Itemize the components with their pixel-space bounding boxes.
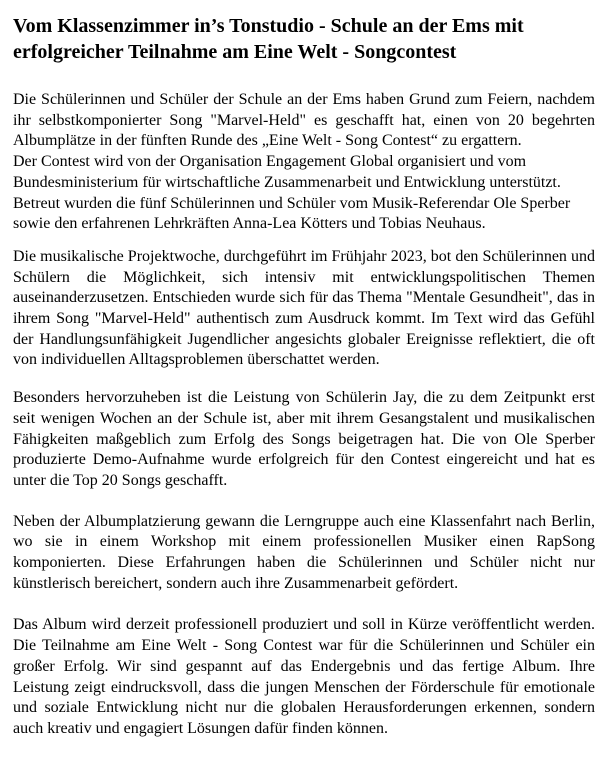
paragraph-block-klassenfahrt [13, 512, 595, 595]
paragraph-supervisors: Betreut wurden die fünf Schülerinnen und Schüler vom Musik-Referendar Ole Sperber sowie den erfahrenen Lehrkräften Anna-Lea Kötters und Tobias Neuhaus. [13, 194, 571, 233]
paragraph-contest-success: Die Schülerinnen und Schüler der Schule an der Ems haben Grund zum Feiern, nachdem ihr selbstkomponierter Song "Marvel-Held" es geschafft hat, einen von 20 begehrten Albumplätze in der fünften Runde des „Eine Welt - Song Contest“ zu ergattern. [13, 91, 595, 150]
paragraph-block-intro [13, 90, 595, 235]
paragraph-schuelerin-jay: Besonders hervorzuheben ist die Leistung von Schülerin Jay, die zu dem Zeitpunkt erst seit wenigen Wochen an der Schule ist, aber mit ihrem Gesangstalent und musikalischen Fähigkeiten maßgeblich zum Erfolg des Songs beigetragen hat. Die von Ole Sperber produzierte Demo-Aufnahme wurde erfolgreich für den Contest eingereicht und hat es unter die Top 20 Songs geschafft. [13, 389, 595, 489]
paragraph-projektwoche: Die musikalische Projektwoche, durchgeführt im Frühjahr 2023, bot den Schülerinnen und Schülern die Möglichkeit, sich intensiv mit entwicklungspolitischen Themen auseinanderzusetzen. Entschieden wurde sich für das Thema "Mentale Gesundheit", das in ihrem Song "Marvel-Held" authentisch zum Ausdruck kommt. Im Text wird das Gefühl der Handlungsunfähigkeit Jugendlicher angesichts globaler Ereignisse reflektiert, die oft von individuellen Alltagsproblemen überschattet werden. [13, 247, 595, 369]
paragraph-block-schuelerin-jay [13, 388, 595, 492]
paragraph-block-album [13, 615, 595, 739]
paragraph-klassenfahrt: Neben der Albumplatzierung gewann die Lerngruppe auch eine Klassenfahrt nach Berlin, wo sie in einem Workshop mit einem professionellen Musiker einen RapSong komponierten. Diese Erfahrungen haben die Schülerinnen und Schüler nicht nur künstlerisch bereichert, sondern auch ihre Zusammenarbeit gefördert. [13, 512, 595, 592]
paragraph-album-fazit: Das Album wird derzeit professionell produziert und soll in Kürze veröffentlicht werden. Die Teilnahme am Eine Welt - Song Contest war für die Schülerinnen und Schüler ein großer Erfolg. Wir sind gespannt auf das Endergebnis und das fertige Album. Ihre Leistung zeigt eindrucksvoll, dass die jungen Menschen der Förderschule für emotionale und soziale Entwicklung nicht nur die globalen Herausforderungen erkennen, sondern auch kreativ und engagiert Lösungen dafür finden können. [13, 616, 595, 737]
article-title: Vom Klassenzimmer in’s Tonstudio - Schule an der Ems mit erfolgreicher Teilnahme am Eine Welt - Songcontest [13, 15, 524, 63]
paragraph-contest-organizer: Der Contest wird von der Organisation Engagement Global organisiert und vom Bundesministerium für wirtschaftliche Zusammenarbeit und Entwicklung unterstützt. [13, 153, 561, 191]
paragraph-block-projektwoche [13, 247, 595, 371]
